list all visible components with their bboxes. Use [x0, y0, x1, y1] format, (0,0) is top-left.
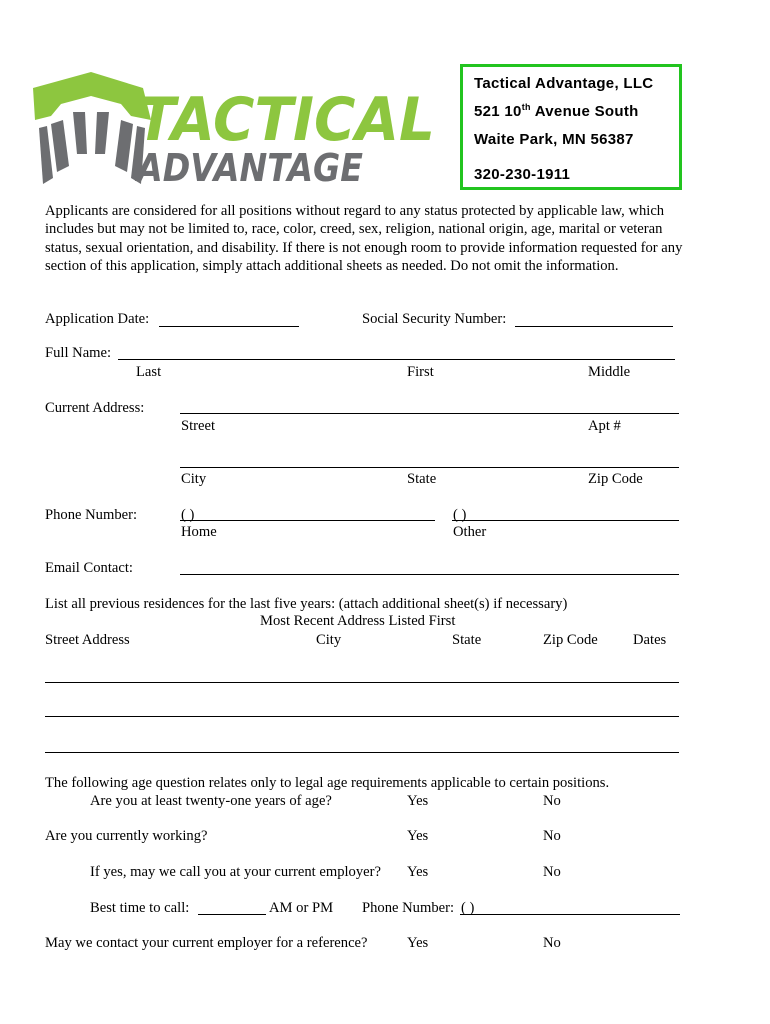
company-info-box — [460, 64, 682, 190]
col-street-address: Street Address — [45, 632, 130, 648]
company-phone: 320-230-1911 — [474, 166, 571, 183]
street-field[interactable] — [180, 413, 679, 414]
call-employer-no[interactable]: No — [543, 864, 561, 880]
col-zip-code: Zip Code — [543, 632, 598, 648]
phone-number-label: Phone Number: — [45, 507, 138, 523]
working-question: Are you currently working? — [45, 828, 208, 844]
svg-text:TACTICAL: TACTICAL — [137, 85, 435, 155]
call-employer-yes[interactable]: Yes — [407, 864, 429, 880]
col-city: City — [316, 632, 342, 648]
other-label: Other — [453, 524, 487, 540]
residence-row-3[interactable] — [45, 752, 679, 753]
company-address-line1: 521 10th Avenue South — [474, 102, 639, 120]
am-pm-label: AM or PM — [269, 900, 334, 916]
employer-phone-field[interactable] — [460, 914, 680, 915]
reference-no[interactable]: No — [543, 935, 561, 951]
zip-label: Zip Code — [588, 471, 643, 487]
call-employer-question: If yes, may we call you at your current employer? — [90, 864, 381, 880]
reference-yes[interactable]: Yes — [407, 935, 429, 951]
home-phone-paren: ( ) — [181, 507, 195, 523]
reference-question: May we contact your current employer for a reference? — [45, 935, 368, 951]
company-logo — [33, 68, 443, 198]
col-state: State — [452, 632, 482, 648]
name-last-label: Last — [136, 364, 162, 380]
best-time-field[interactable] — [198, 914, 266, 915]
other-phone-field[interactable] — [452, 520, 679, 521]
home-phone-field[interactable] — [180, 520, 435, 521]
current-address-label: Current Address: — [45, 400, 145, 416]
application-date-field[interactable] — [159, 326, 299, 327]
col-dates: Dates — [633, 632, 667, 648]
svg-text:ADVANTAGE: ADVANTAGE — [134, 146, 364, 190]
residences-heading: List all previous residences for the last five years: (attach additional sheet(s) if necessary) — [45, 596, 568, 612]
working-yes[interactable]: Yes — [407, 828, 429, 844]
state-label: State — [407, 471, 437, 487]
best-time-label: Best time to call: — [90, 900, 190, 916]
employer-phone-paren: ( ) — [461, 900, 475, 916]
residence-row-2[interactable] — [45, 716, 679, 717]
tactical-advantage-logo — [33, 68, 443, 193]
email-label: Email Contact: — [45, 560, 133, 576]
age-no[interactable]: No — [543, 793, 561, 809]
city-label: City — [181, 471, 207, 487]
name-first-label: First — [407, 364, 434, 380]
intro-paragraph: Applicants are considered for all positions without regard to any status protected by applicable law, which includes but may not be limited to, race, color, creed, sex, religion, national origin, age, marital or veteran status, sexual orientation, and disability. If there is not enough room to provide information requested for any section of this application, simply attach additional sheets as needed. Do not omit the information. — [45, 203, 683, 274]
employer-phone-label: Phone Number: — [362, 900, 455, 916]
residences-subheading: Most Recent Address Listed First — [260, 613, 456, 629]
full-name-label: Full Name: — [45, 345, 112, 361]
other-phone-paren: ( ) — [453, 507, 467, 523]
apt-label: Apt # — [588, 418, 621, 434]
ssn-field[interactable] — [515, 326, 673, 327]
working-no[interactable]: No — [543, 828, 561, 844]
ssn-label: Social Security Number: — [362, 311, 507, 327]
home-label: Home — [181, 524, 217, 540]
email-field[interactable] — [180, 574, 679, 575]
city-state-zip-field[interactable] — [180, 467, 679, 468]
residence-row-1[interactable] — [45, 682, 679, 683]
full-name-field[interactable] — [118, 359, 675, 360]
street-label: Street — [181, 418, 216, 434]
age-question: Are you at least twenty-one years of age? — [90, 793, 332, 809]
application-date-label: Application Date: — [45, 311, 150, 327]
name-middle-label: Middle — [588, 364, 631, 380]
age-yes[interactable]: Yes — [407, 793, 429, 809]
age-intro: The following age question relates only to legal age requirements applicable to certain positions. — [45, 775, 610, 791]
company-name: Tactical Advantage, LLC — [474, 75, 654, 92]
company-address-line2: Waite Park, MN 56387 — [474, 131, 634, 148]
